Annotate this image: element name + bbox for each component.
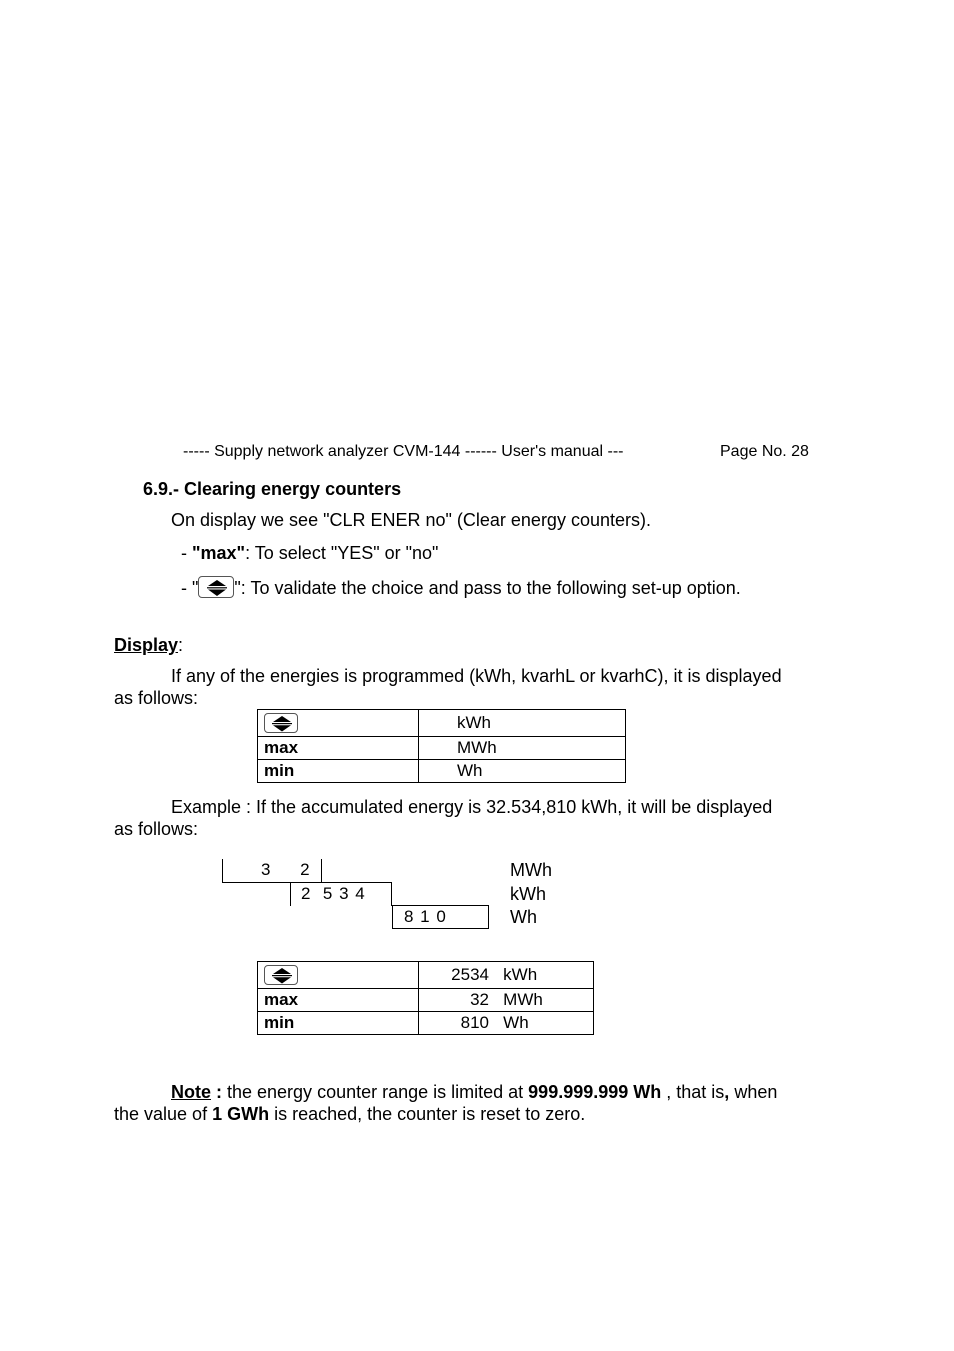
table-cell-label: max xyxy=(258,737,419,760)
table-cell-unit: MWh xyxy=(419,737,626,760)
note-limit: 999.999.999 Wh xyxy=(528,1082,662,1102)
value-number: 32 xyxy=(470,990,489,1009)
table-row xyxy=(258,760,626,783)
value-number: 810 xyxy=(460,1013,489,1032)
table-row xyxy=(258,1012,594,1035)
digits-kwh-box: 2 5 3 4 xyxy=(290,882,392,906)
section-intro: On display we see "CLR ENER no" (Clear energy counters). xyxy=(171,510,651,530)
step-unit-mwh: MWh xyxy=(510,860,552,880)
table-cell-label: min xyxy=(258,1012,419,1035)
display-paragraph-line1: If any of the energies is programmed (kWh, kvarhL or kvarhC), it is displayed xyxy=(171,666,782,686)
table-cell-label: min xyxy=(258,760,419,783)
up-down-arrows-icon xyxy=(264,965,298,985)
table-cell-unit: kWh xyxy=(419,710,626,737)
note-line1: Note : the energy counter range is limited at 999.999.999 Wh , that is, when xyxy=(171,1082,778,1102)
table-cell-unit: Wh xyxy=(419,760,626,783)
table-cell-label xyxy=(258,710,419,737)
bullet-validate: - " ": To validate the choice and pass to the following set-up option. xyxy=(181,578,741,598)
example-line1: Example : If the accumulated energy is 32.534,810 kWh, it will be displayed xyxy=(171,797,773,817)
up-down-arrows-icon xyxy=(198,576,234,598)
example-line2: as follows: xyxy=(114,819,199,839)
note-gwh: 1 GWh xyxy=(212,1104,270,1124)
bullet-max: - "max": To select "YES" or "no" xyxy=(181,543,439,563)
display-paragraph-line2: as follows: xyxy=(114,688,199,708)
digits-wh-box: 8 1 0 xyxy=(392,905,489,929)
header-text: ----- Supply network analyzer CVM-144 ------ User's manual --- xyxy=(183,443,624,460)
note-line2: the value of 1 GWh is reached, the counter is reset to zero. xyxy=(114,1104,586,1124)
section-title: 6.9.- Clearing energy counters xyxy=(143,479,402,499)
table-cell-value xyxy=(419,1012,594,1035)
up-down-arrows-icon xyxy=(264,713,298,733)
digits-mwh-box: 3 2 xyxy=(222,859,322,883)
table-row xyxy=(258,710,626,737)
page-header xyxy=(183,443,623,461)
step-unit-kwh: kWh xyxy=(510,884,546,904)
table-cell-value xyxy=(419,989,594,1012)
page-number: Page No. 28 xyxy=(720,443,809,460)
table-cell-label xyxy=(258,962,419,989)
value-number: 2534 xyxy=(451,965,489,984)
table-row xyxy=(258,989,594,1012)
value-unit: kWh xyxy=(503,965,538,984)
display-heading: Display: xyxy=(114,635,184,655)
max-key: "max" xyxy=(192,543,246,563)
table-cell-label: max xyxy=(258,989,419,1012)
table-row xyxy=(258,962,594,989)
step-unit-wh: Wh xyxy=(510,907,537,927)
value-unit: MWh xyxy=(503,990,543,1009)
example-display-table xyxy=(257,961,594,1035)
display-format-table xyxy=(257,709,626,783)
value-unit: Wh xyxy=(503,1013,529,1032)
table-row xyxy=(258,737,626,760)
note-label: Note xyxy=(171,1082,211,1102)
table-cell-value xyxy=(419,962,594,989)
